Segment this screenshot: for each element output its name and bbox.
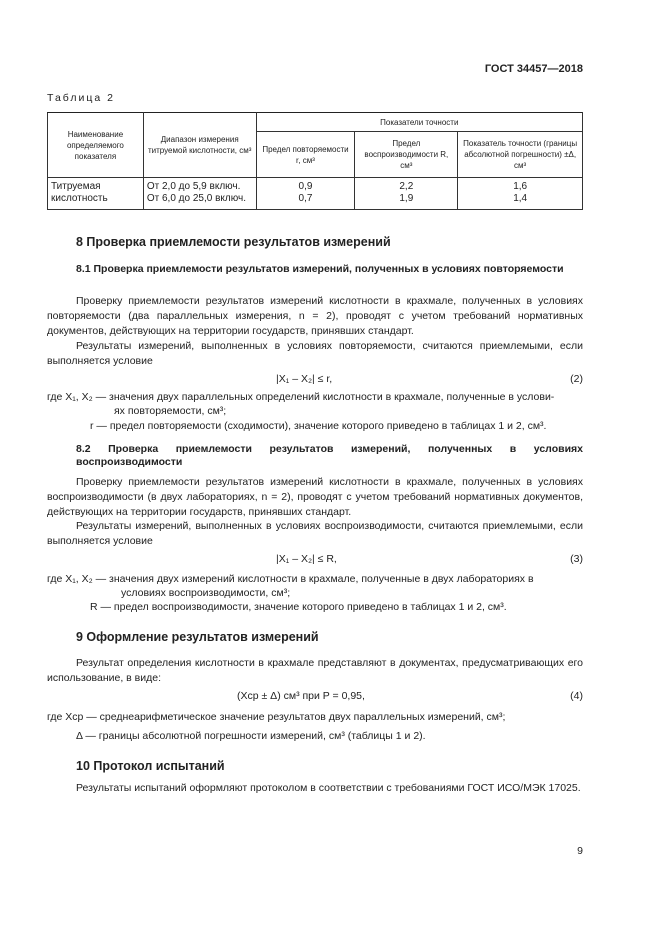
section-8-2-paragraph-1: Проверку приемлемости результатов измерений кислотности в крахмале, полученных в условиях воспроизводимости (в двух лабораториях, n = 2), проводят с учетом требований нормативных документов, действующих на территории государств, принявших стандарт. [47,476,583,518]
table-caption: Таблица 2 [47,92,115,104]
where-1-line-2: ях повторяемости, см³; [114,405,227,417]
cell-r-2: 0,7 [298,193,313,204]
cell-r [256,178,355,210]
cell-R-1: 2,2 [399,181,414,192]
section-8-2-paragraph-2: Результаты измерений, выполненных в условиях воспроизводимости, считаются приемлемыми, если выполняется условие [47,520,583,547]
cell-delta [458,178,583,210]
cell-delta-1: 1,6 [513,181,528,192]
header-range: Диапазон измерения титруемой кислотности, см³ [143,113,256,178]
section-8-2-title: 8.2 Проверка приемлемости результатов измерений, полученных в условиях воспроизводимости [76,443,583,468]
where-1-line-1: где X₁, X₂ — значения двух параллельных определений кислотности в крахмале, полученные в услови- [47,391,555,403]
where-1-line-3: r — предел повторяемости (сходимости), значение которого приведено в таблицах 1 и 2, см³. [90,420,547,432]
header-repeatability: Предел повторяемости r, см³ [256,132,355,178]
cell-name: Титруемая кислотность [48,178,144,210]
cell-R-2: 1,9 [399,193,414,204]
formula-2: |X₁ – X₂| ≤ r, [276,373,333,385]
section-8-1-paragraph-1: Проверку приемлемости результатов измерений кислотности в крахмале, полученных в условиях повторяемости (два параллельных измерения, n = 2), проводят с учетом требований нормативных документов, действующих на территории государств, принявших стандарт. [47,295,583,337]
cell-delta-2: 1,4 [513,193,528,204]
cell-range-2: От 6,0 до 25,0 включ. [146,193,246,204]
formula-3: |X₁ – X₂| ≤ R, [276,553,337,565]
section-9-paragraph: Результат определения кислотности в крахмале представляют в документах, предусматривающих его использование, в виде: [47,657,583,684]
section-9-title: 9 Оформление результатов измерений [76,630,319,644]
cell-r-1: 0,9 [298,181,313,192]
section-8-1-paragraph-2: Результаты измерений, выполненных в условиях повторяемости, считаются приемлемыми, если выполняется условие [47,340,583,367]
formula-4: (Xср ± Δ) см³ при P = 0,95, [237,690,365,702]
document-id: ГОСТ 34457—2018 [484,63,583,75]
formula-2-number: (2) [570,373,583,385]
section-10-paragraph: Результаты испытаний оформляют протоколом в соответствии с требованиями ГОСТ ИСО/МЭК 17025. [76,782,581,794]
header-reproducibility: Предел воспроизводимости R, см³ [355,132,458,178]
cell-R [355,178,458,210]
header-accuracy-group: Показатели точности [256,113,582,132]
formula-3-number: (3) [570,553,583,565]
section-8-title: 8 Проверка приемлемости результатов измерений [76,235,391,249]
cell-range [143,178,256,210]
table-row [48,178,583,210]
section-10-title: 10 Протокол испытаний [76,759,225,773]
page-number: 9 [577,845,583,857]
formula-4-number: (4) [570,690,583,702]
where-2-line-1: где X₁, X₂ — значения двух измерений кислотности в крахмале, полученные в двух лабораториях в [47,573,534,585]
section-8-1-title: 8.1 Проверка приемлемости результатов измерений, полученных в условиях повторяемости [76,263,564,275]
where-3-line-2: Δ — границы абсолютной погрешности измерений, см³ (таблицы 1 и 2). [76,730,426,742]
accuracy-table [47,112,583,210]
header-name: Наименование определяемого показателя [48,113,144,178]
cell-range-1: От 2,0 до 5,9 включ. [146,181,241,192]
where-2-line-3: R — предел воспроизводимости, значение которого приведено в таблицах 1 и 2, см³. [90,601,507,613]
where-2-line-2: условиях воспроизводимости, см³; [121,587,291,599]
where-3-line-1: где Xср — среднеарифметическое значение результатов двух параллельных измерений, см³; [47,711,506,723]
header-accuracy: Показатель точности (границы абсолютной погрешности) ±Δ, см³ [458,132,583,178]
